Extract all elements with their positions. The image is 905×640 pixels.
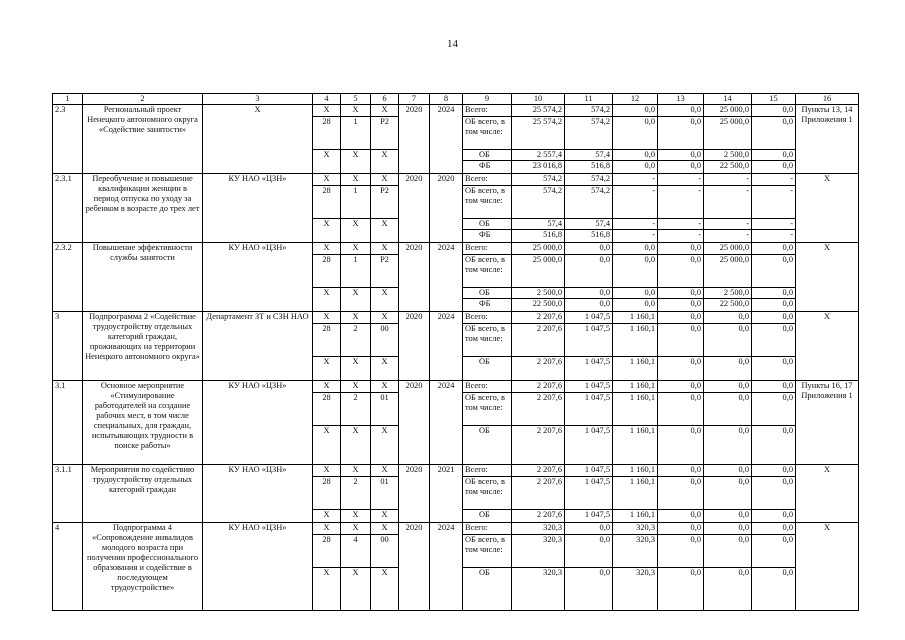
amount-cell: 0,0 xyxy=(658,426,704,465)
amount-cell: 0,0 xyxy=(658,150,704,161)
amount-cell: - xyxy=(658,186,704,219)
code-cell: Х xyxy=(313,357,341,381)
source-ob: ОБ xyxy=(463,357,512,381)
column-header: 15 xyxy=(752,94,796,105)
amount-cell: 0,0 xyxy=(658,255,704,288)
column-header: 10 xyxy=(512,94,565,105)
code-cell: Х xyxy=(341,219,371,243)
code-cell: Х xyxy=(313,510,341,523)
amount-cell: 0,0 xyxy=(752,381,796,393)
code-cell: Х xyxy=(313,426,341,465)
column-header: 6 xyxy=(371,94,399,105)
amount-cell: 574,2 xyxy=(565,105,613,117)
amount-cell: 25 574,2 xyxy=(512,117,565,150)
amount-cell: 0,0 xyxy=(658,299,704,312)
amount-cell: 25 574,2 xyxy=(512,105,565,117)
code-cell: Х xyxy=(341,426,371,465)
source-fb: ФБ xyxy=(463,230,512,243)
code-cell: Х xyxy=(371,288,399,312)
end-year: 2024 xyxy=(430,243,463,312)
code-cell: Х xyxy=(371,219,399,243)
code-cell: Х xyxy=(371,174,399,186)
start-year: 2020 xyxy=(399,465,430,523)
amount-cell: 0,0 xyxy=(658,465,704,477)
amount-cell: 0,0 xyxy=(613,299,658,312)
amount-cell: 2 207,6 xyxy=(512,357,565,381)
amount-cell: 1 160,1 xyxy=(613,426,658,465)
amount-cell: 0,0 xyxy=(752,299,796,312)
amount-cell: 0,0 xyxy=(704,523,752,535)
amount-cell: 0,0 xyxy=(752,568,796,611)
amount-cell: 0,0 xyxy=(752,117,796,150)
amount-cell: 25 000,0 xyxy=(512,243,565,255)
amount-cell: - xyxy=(752,186,796,219)
amount-cell: 0,0 xyxy=(658,288,704,299)
amount-cell: - xyxy=(613,174,658,186)
end-year: 2024 xyxy=(430,312,463,381)
amount-cell: 516,8 xyxy=(512,230,565,243)
measure-name: Региональный проект Ненецкого автономного округа «Содействие занятости» xyxy=(83,105,203,174)
amount-cell: 25 000,0 xyxy=(704,243,752,255)
amount-cell: 516,8 xyxy=(565,230,613,243)
amount-cell: 320,3 xyxy=(512,535,565,568)
amount-cell: - xyxy=(658,174,704,186)
code-cell: Х xyxy=(313,150,341,174)
amount-cell: 0,0 xyxy=(704,357,752,381)
amount-cell: 1 160,1 xyxy=(613,312,658,324)
code-cell: Х xyxy=(371,465,399,477)
amount-cell: 320,3 xyxy=(512,523,565,535)
amount-cell: 0,0 xyxy=(613,161,658,174)
measure-name: Основное мероприятие «Стимулирование работодателей на создание рабочих мест, в том числе специальных, для граждан, испытывающих трудности в поиске работы» xyxy=(83,381,203,465)
row-number: 2.3.2 xyxy=(53,243,83,312)
amount-cell: - xyxy=(658,230,704,243)
source-total: Всего: xyxy=(463,381,512,393)
table-row xyxy=(53,523,859,535)
code-cell: Х xyxy=(371,357,399,381)
amount-cell: 0,0 xyxy=(613,150,658,161)
code-cell: 2 xyxy=(341,477,371,510)
amount-cell: 0,0 xyxy=(752,477,796,510)
amount-cell: 2 207,6 xyxy=(512,312,565,324)
code-cell: Р2 xyxy=(371,117,399,150)
amount-cell: 0,0 xyxy=(704,324,752,357)
amount-cell: 1 047,5 xyxy=(565,312,613,324)
amount-cell: 0,0 xyxy=(613,105,658,117)
code-cell: Х xyxy=(341,381,371,393)
column-header: 4 xyxy=(313,94,341,105)
amount-cell: 0,0 xyxy=(752,288,796,299)
amount-cell: 0,0 xyxy=(704,535,752,568)
amount-cell: - xyxy=(613,186,658,219)
responsible: КУ НАО «ЦЗН» xyxy=(203,523,313,611)
start-year: 2020 xyxy=(399,312,430,381)
amount-cell: 0,0 xyxy=(752,312,796,324)
amount-cell: 1 047,5 xyxy=(565,426,613,465)
code-cell: Х xyxy=(371,105,399,117)
amount-cell: - xyxy=(704,219,752,230)
code-cell: Х xyxy=(313,105,341,117)
amount-cell: 1 047,5 xyxy=(565,477,613,510)
source-ob: ОБ xyxy=(463,150,512,161)
note: Пункты 13, 14 Приложения 1 xyxy=(796,105,859,174)
note: Х xyxy=(796,174,859,243)
row-number: 3 xyxy=(53,312,83,381)
amount-cell: 0,0 xyxy=(752,523,796,535)
amount-cell: 0,0 xyxy=(613,117,658,150)
table-row xyxy=(53,381,859,393)
amount-cell: 2 207,6 xyxy=(512,465,565,477)
code-cell: Р2 xyxy=(371,186,399,219)
amount-cell: 2 557,4 xyxy=(512,150,565,161)
amount-cell: - xyxy=(704,174,752,186)
responsible: КУ НАО «ЦЗН» xyxy=(203,174,313,243)
end-year: 2024 xyxy=(430,381,463,465)
amount-cell: 0,0 xyxy=(658,312,704,324)
code-cell: Х xyxy=(371,381,399,393)
responsible: КУ НАО «ЦЗН» xyxy=(203,243,313,312)
amount-cell: 1 047,5 xyxy=(565,393,613,426)
amount-cell: 22 500,0 xyxy=(704,299,752,312)
code-cell: 1 xyxy=(341,117,371,150)
table-row xyxy=(53,465,859,477)
source-ob-total: ОБ всего, в том числе: xyxy=(463,393,512,426)
code-cell: Х xyxy=(341,523,371,535)
column-header: 2 xyxy=(83,94,203,105)
amount-cell: 0,0 xyxy=(613,288,658,299)
amount-cell: 0,0 xyxy=(704,510,752,523)
amount-cell: 0,0 xyxy=(658,381,704,393)
amount-cell: 320,3 xyxy=(613,568,658,611)
source-ob: ОБ xyxy=(463,288,512,299)
amount-cell: 574,2 xyxy=(512,174,565,186)
amount-cell: 1 160,1 xyxy=(613,393,658,426)
amount-cell: 0,0 xyxy=(565,535,613,568)
amount-cell: 57,4 xyxy=(512,219,565,230)
source-ob: ОБ xyxy=(463,426,512,465)
amount-cell: 25 000,0 xyxy=(512,255,565,288)
amount-cell: 1 047,5 xyxy=(565,357,613,381)
source-ob-total: ОБ всего, в том числе: xyxy=(463,117,512,150)
code-cell: Х xyxy=(371,568,399,611)
source-total: Всего: xyxy=(463,243,512,255)
code-cell: Х xyxy=(341,150,371,174)
source-total: Всего: xyxy=(463,105,512,117)
amount-cell: 0,0 xyxy=(565,568,613,611)
amount-cell: 1 047,5 xyxy=(565,381,613,393)
code-cell: 28 xyxy=(313,393,341,426)
amount-cell: 574,2 xyxy=(512,186,565,219)
amount-cell: 0,0 xyxy=(658,161,704,174)
amount-cell: 0,0 xyxy=(752,393,796,426)
end-year: 2021 xyxy=(430,465,463,523)
amount-cell: 0,0 xyxy=(658,510,704,523)
code-cell: 28 xyxy=(313,117,341,150)
amount-cell: 0,0 xyxy=(658,523,704,535)
code-cell: Х xyxy=(371,426,399,465)
measure-name: Подпрограмма 2 «Содействие трудоустройству отдельных категорий граждан, проживающих на территории Ненецкого автономного округа» xyxy=(83,312,203,381)
code-cell: Х xyxy=(341,465,371,477)
start-year: 2020 xyxy=(399,523,430,611)
code-cell: 4 xyxy=(341,535,371,568)
amount-cell: 0,0 xyxy=(752,161,796,174)
amount-cell: 0,0 xyxy=(565,523,613,535)
amount-cell: 0,0 xyxy=(565,255,613,288)
code-cell: Х xyxy=(341,312,371,324)
source-ob-total: ОБ всего, в том числе: xyxy=(463,324,512,357)
amount-cell: 2 500,0 xyxy=(512,288,565,299)
code-cell: 2 xyxy=(341,324,371,357)
amount-cell: 0,0 xyxy=(658,535,704,568)
note: Х xyxy=(796,243,859,312)
amount-cell: 0,0 xyxy=(613,243,658,255)
column-header: 7 xyxy=(399,94,430,105)
code-cell: Х xyxy=(341,243,371,255)
code-cell: Х xyxy=(341,105,371,117)
amount-cell: - xyxy=(704,230,752,243)
code-cell: Х xyxy=(313,219,341,243)
code-cell: 28 xyxy=(313,477,341,510)
amount-cell: 0,0 xyxy=(658,393,704,426)
amount-cell: 25 000,0 xyxy=(704,255,752,288)
amount-cell: 2 500,0 xyxy=(704,288,752,299)
source-ob: ОБ xyxy=(463,568,512,611)
start-year: 2020 xyxy=(399,381,430,465)
source-ob-total: ОБ всего, в том числе: xyxy=(463,535,512,568)
amount-cell: 2 207,6 xyxy=(512,393,565,426)
end-year: 2020 xyxy=(430,174,463,243)
amount-cell: 0,0 xyxy=(704,381,752,393)
code-cell: 28 xyxy=(313,535,341,568)
table-row xyxy=(53,174,859,186)
table-row xyxy=(53,312,859,324)
amount-cell: 0,0 xyxy=(752,324,796,357)
amount-cell: 2 207,6 xyxy=(512,426,565,465)
page-number: 14 xyxy=(447,38,458,50)
responsible: Департамент ЗТ и СЗН НАО xyxy=(203,312,313,381)
amount-cell: 1 160,1 xyxy=(613,381,658,393)
column-header: 9 xyxy=(463,94,512,105)
column-header: 5 xyxy=(341,94,371,105)
start-year: 2020 xyxy=(399,105,430,174)
row-number: 3.1 xyxy=(53,381,83,465)
amount-cell: 0,0 xyxy=(752,243,796,255)
column-header: 13 xyxy=(658,94,704,105)
responsible: Х xyxy=(203,105,313,174)
amount-cell: 0,0 xyxy=(704,568,752,611)
amount-cell: 0,0 xyxy=(658,243,704,255)
amount-cell: 0,0 xyxy=(752,255,796,288)
amount-cell: 1 047,5 xyxy=(565,510,613,523)
code-cell: Х xyxy=(371,510,399,523)
amount-cell: - xyxy=(752,219,796,230)
code-cell: Х xyxy=(341,568,371,611)
amount-cell: - xyxy=(704,186,752,219)
code-cell: Х xyxy=(313,288,341,312)
start-year: 2020 xyxy=(399,174,430,243)
amount-cell: 57,4 xyxy=(565,150,613,161)
amount-cell: - xyxy=(613,219,658,230)
source-total: Всего: xyxy=(463,174,512,186)
source-total: Всего: xyxy=(463,465,512,477)
end-year: 2024 xyxy=(430,105,463,174)
amount-cell: 0,0 xyxy=(565,299,613,312)
code-cell: Х xyxy=(313,174,341,186)
amount-cell: 0,0 xyxy=(565,243,613,255)
code-cell: Х xyxy=(341,357,371,381)
amount-cell: 0,0 xyxy=(752,426,796,465)
measure-name: Подпрограмма 4 «Сопровождение инвалидов молодого возраста при получении профессионального образования и содействие в последующем трудоустройстве» xyxy=(83,523,203,611)
amount-cell: 320,3 xyxy=(613,523,658,535)
code-cell: Х xyxy=(371,523,399,535)
amount-cell: 0,0 xyxy=(565,288,613,299)
amount-cell: - xyxy=(752,174,796,186)
row-number: 4 xyxy=(53,523,83,611)
column-header: 12 xyxy=(613,94,658,105)
code-cell: Р2 xyxy=(371,255,399,288)
amount-cell: 0,0 xyxy=(658,117,704,150)
source-total: Всего: xyxy=(463,523,512,535)
amount-cell: 516,8 xyxy=(565,161,613,174)
amount-cell: 0,0 xyxy=(752,510,796,523)
source-ob-total: ОБ всего, в том числе: xyxy=(463,186,512,219)
code-cell: Х xyxy=(313,523,341,535)
code-cell: Х xyxy=(313,465,341,477)
note: Х xyxy=(796,523,859,611)
amount-cell: 1 160,1 xyxy=(613,510,658,523)
amount-cell: 0,0 xyxy=(658,477,704,510)
amount-cell: 0,0 xyxy=(752,105,796,117)
code-cell: 28 xyxy=(313,324,341,357)
end-year: 2024 xyxy=(430,523,463,611)
code-cell: 2 xyxy=(341,393,371,426)
code-cell: Х xyxy=(341,510,371,523)
source-ob: ОБ xyxy=(463,510,512,523)
code-cell: Х xyxy=(341,174,371,186)
table-row xyxy=(53,105,859,117)
code-cell: 01 xyxy=(371,477,399,510)
amount-cell: 0,0 xyxy=(658,568,704,611)
amount-cell: 320,3 xyxy=(613,535,658,568)
table-row xyxy=(53,243,859,255)
responsible: КУ НАО «ЦЗН» xyxy=(203,465,313,523)
code-cell: Х xyxy=(313,312,341,324)
code-cell: 1 xyxy=(341,186,371,219)
amount-cell: 57,4 xyxy=(565,219,613,230)
code-cell: Х xyxy=(371,243,399,255)
note: Х xyxy=(796,312,859,381)
amount-cell: 0,0 xyxy=(658,324,704,357)
amount-cell: 25 000,0 xyxy=(704,105,752,117)
amount-cell: 574,2 xyxy=(565,117,613,150)
source-ob-total: ОБ всего, в том числе: xyxy=(463,477,512,510)
amount-cell: 0,0 xyxy=(704,465,752,477)
row-number: 2.3 xyxy=(53,105,83,174)
row-number: 3.1.1 xyxy=(53,465,83,523)
amount-cell: 22 500,0 xyxy=(704,161,752,174)
amount-cell: 2 207,6 xyxy=(512,324,565,357)
amount-cell: 1 047,5 xyxy=(565,324,613,357)
code-cell: 28 xyxy=(313,186,341,219)
source-fb: ФБ xyxy=(463,299,512,312)
amount-cell: 0,0 xyxy=(752,465,796,477)
amount-cell: 1 160,1 xyxy=(613,477,658,510)
column-header: 3 xyxy=(203,94,313,105)
note: Х xyxy=(796,465,859,523)
column-header: 1 xyxy=(53,94,83,105)
code-cell: 00 xyxy=(371,324,399,357)
code-cell: 00 xyxy=(371,535,399,568)
amount-cell: 1 160,1 xyxy=(613,357,658,381)
note: Пункты 16, 17 Приложения 1 xyxy=(796,381,859,465)
amount-cell: 0,0 xyxy=(613,255,658,288)
amount-cell: 0,0 xyxy=(704,426,752,465)
amount-cell: 0,0 xyxy=(704,393,752,426)
amount-cell: 2 207,6 xyxy=(512,510,565,523)
amount-cell: 0,0 xyxy=(704,477,752,510)
measure-name: Мероприятия по содействию трудоустройству отдельных категорий граждан xyxy=(83,465,203,523)
amount-cell: - xyxy=(613,230,658,243)
amount-cell: 2 207,6 xyxy=(512,477,565,510)
code-cell: Х xyxy=(341,288,371,312)
source-ob: ОБ xyxy=(463,219,512,230)
column-header: 11 xyxy=(565,94,613,105)
amount-cell: 1 160,1 xyxy=(613,465,658,477)
responsible: КУ НАО «ЦЗН» xyxy=(203,381,313,465)
amount-cell: 0,0 xyxy=(752,357,796,381)
row-number: 2.3.1 xyxy=(53,174,83,243)
column-header: 8 xyxy=(430,94,463,105)
code-cell: Х xyxy=(313,381,341,393)
code-cell: 1 xyxy=(341,255,371,288)
amount-cell: 0,0 xyxy=(752,535,796,568)
measure-name: Повышение эффективности службы занятости xyxy=(83,243,203,312)
amount-cell: 22 500,0 xyxy=(512,299,565,312)
amount-cell: 23 016,8 xyxy=(512,161,565,174)
amount-cell: 320,3 xyxy=(512,568,565,611)
start-year: 2020 xyxy=(399,243,430,312)
source-total: Всего: xyxy=(463,312,512,324)
code-cell: 01 xyxy=(371,393,399,426)
amount-cell: 0,0 xyxy=(658,357,704,381)
amount-cell: - xyxy=(752,230,796,243)
amount-cell: 1 047,5 xyxy=(565,465,613,477)
code-cell: Х xyxy=(371,312,399,324)
source-ob-total: ОБ всего, в том числе: xyxy=(463,255,512,288)
amount-cell: 1 160,1 xyxy=(613,324,658,357)
amount-cell: - xyxy=(658,219,704,230)
amount-cell: 2 207,6 xyxy=(512,381,565,393)
amount-cell: 0,0 xyxy=(658,105,704,117)
code-cell: Х xyxy=(313,568,341,611)
code-cell: Х xyxy=(371,150,399,174)
amount-cell: 0,0 xyxy=(752,150,796,161)
code-cell: Х xyxy=(313,243,341,255)
amount-cell: 0,0 xyxy=(704,312,752,324)
amount-cell: 574,2 xyxy=(565,174,613,186)
column-header: 16 xyxy=(796,94,859,105)
measure-name: Переобучение и повышение квалификации женщин в период отпуска по уходу за ребенком в возрасте до трех лет xyxy=(83,174,203,243)
code-cell: 28 xyxy=(313,255,341,288)
header-row xyxy=(53,94,859,105)
source-fb: ФБ xyxy=(463,161,512,174)
amount-cell: 2 500,0 xyxy=(704,150,752,161)
amount-cell: 25 000,0 xyxy=(704,117,752,150)
column-header: 14 xyxy=(704,94,752,105)
amount-cell: 574,2 xyxy=(565,186,613,219)
financing-table xyxy=(52,93,859,611)
